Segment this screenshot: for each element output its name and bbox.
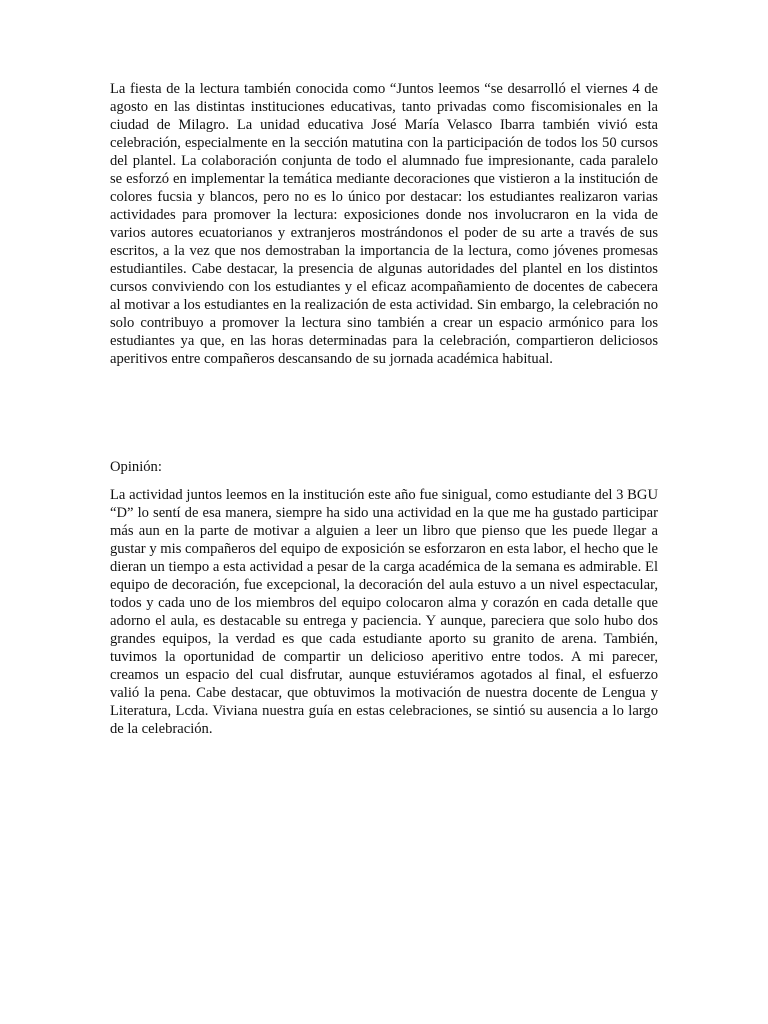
event-report-paragraph: La fiesta de la lectura también conocida como “Juntos leemos “se desarrolló el viernes 4 de agosto en las distintas instituciones educativas, tanto privadas como fiscomisionales en la ciudad de Milagro. La unidad educativa José María Velasco Ibarra también vivió esta celebración, especialmente en la sección matutina con la participación de todos los 50 cursos del plantel. La colaboración conjunta de todo el alumnado fue impresionante, cada paralelo se esforzó en implementar la temática mediante decoraciones que vistieron a la institución de colores fucsia y blancos, pero no es lo único por destacar: los estudiantes realizaron varias actividades para promover la lectura: exposiciones donde nos involucraron en la vida de varios autores ecuatorianos y extranjeros mostrándonos el poder de su arte a través de sus escritos, a la vez que nos demostraban la importancia de la lectura, como jóvenes promesas estudiantiles. Cabe destacar, la presencia de algunas autoridades del plantel en los distintos cursos conviviendo con los estudiantes y el eficaz acompañamiento de docentes de cabecera al motivar a los estudiantes en la realización de esta actividad. Sin embargo, la celebración no solo contribuyo a promover la lectura sino también a crear un espacio armónico para los estudiantes ya que, en las horas determinadas para la celebración, compartieron deliciosos aperitivos entre compañeros descansando de su jornada académica habitual. — [110, 81, 658, 367]
opinion-paragraph: La actividad juntos leemos en la institución este año fue sinigual, como estudiante del 3 BGU “D” lo sentí de esa manera, siempre ha sido una actividad en la que me ha gustado participar más aun en la parte de motivar a alguien a leer un libro que pienso que les puede llegar a gustar y mis compañeros del equipo de exposición se esforzaron en esta labor, el hecho que le dieran un tiempo a esta actividad a pesar de la carga académica de la semana es admirable. El equipo de decoración, fue excepcional, la decoración del aula estuvo a un nivel espectacular, todos y cada uno de los miembros del equipo colocaron alma y corazón en cada detalle que adorno el aula, es destacable su entrega y paciencia. Y aunque, pareciera que solo hubo dos grandes equipos, la verdad es que cada estudiante aporto su granito de arena. También, tuvimos la oportunidad de compartir un delicioso aperitivo entre todos. A mi parecer, creamos un espacio del cual disfrutar, aunque estuviéramos agotados al final, el esfuerzo valió la pena. Cabe destacar, que obtuvimos la motivación de nuestra docente de Lengua y Literatura, Lcda. Viviana nuestra guía en estas celebraciones, se sintió su ausencia a lo largo de la celebración. — [110, 487, 658, 737]
opinion-heading: Opinión: — [110, 459, 162, 475]
